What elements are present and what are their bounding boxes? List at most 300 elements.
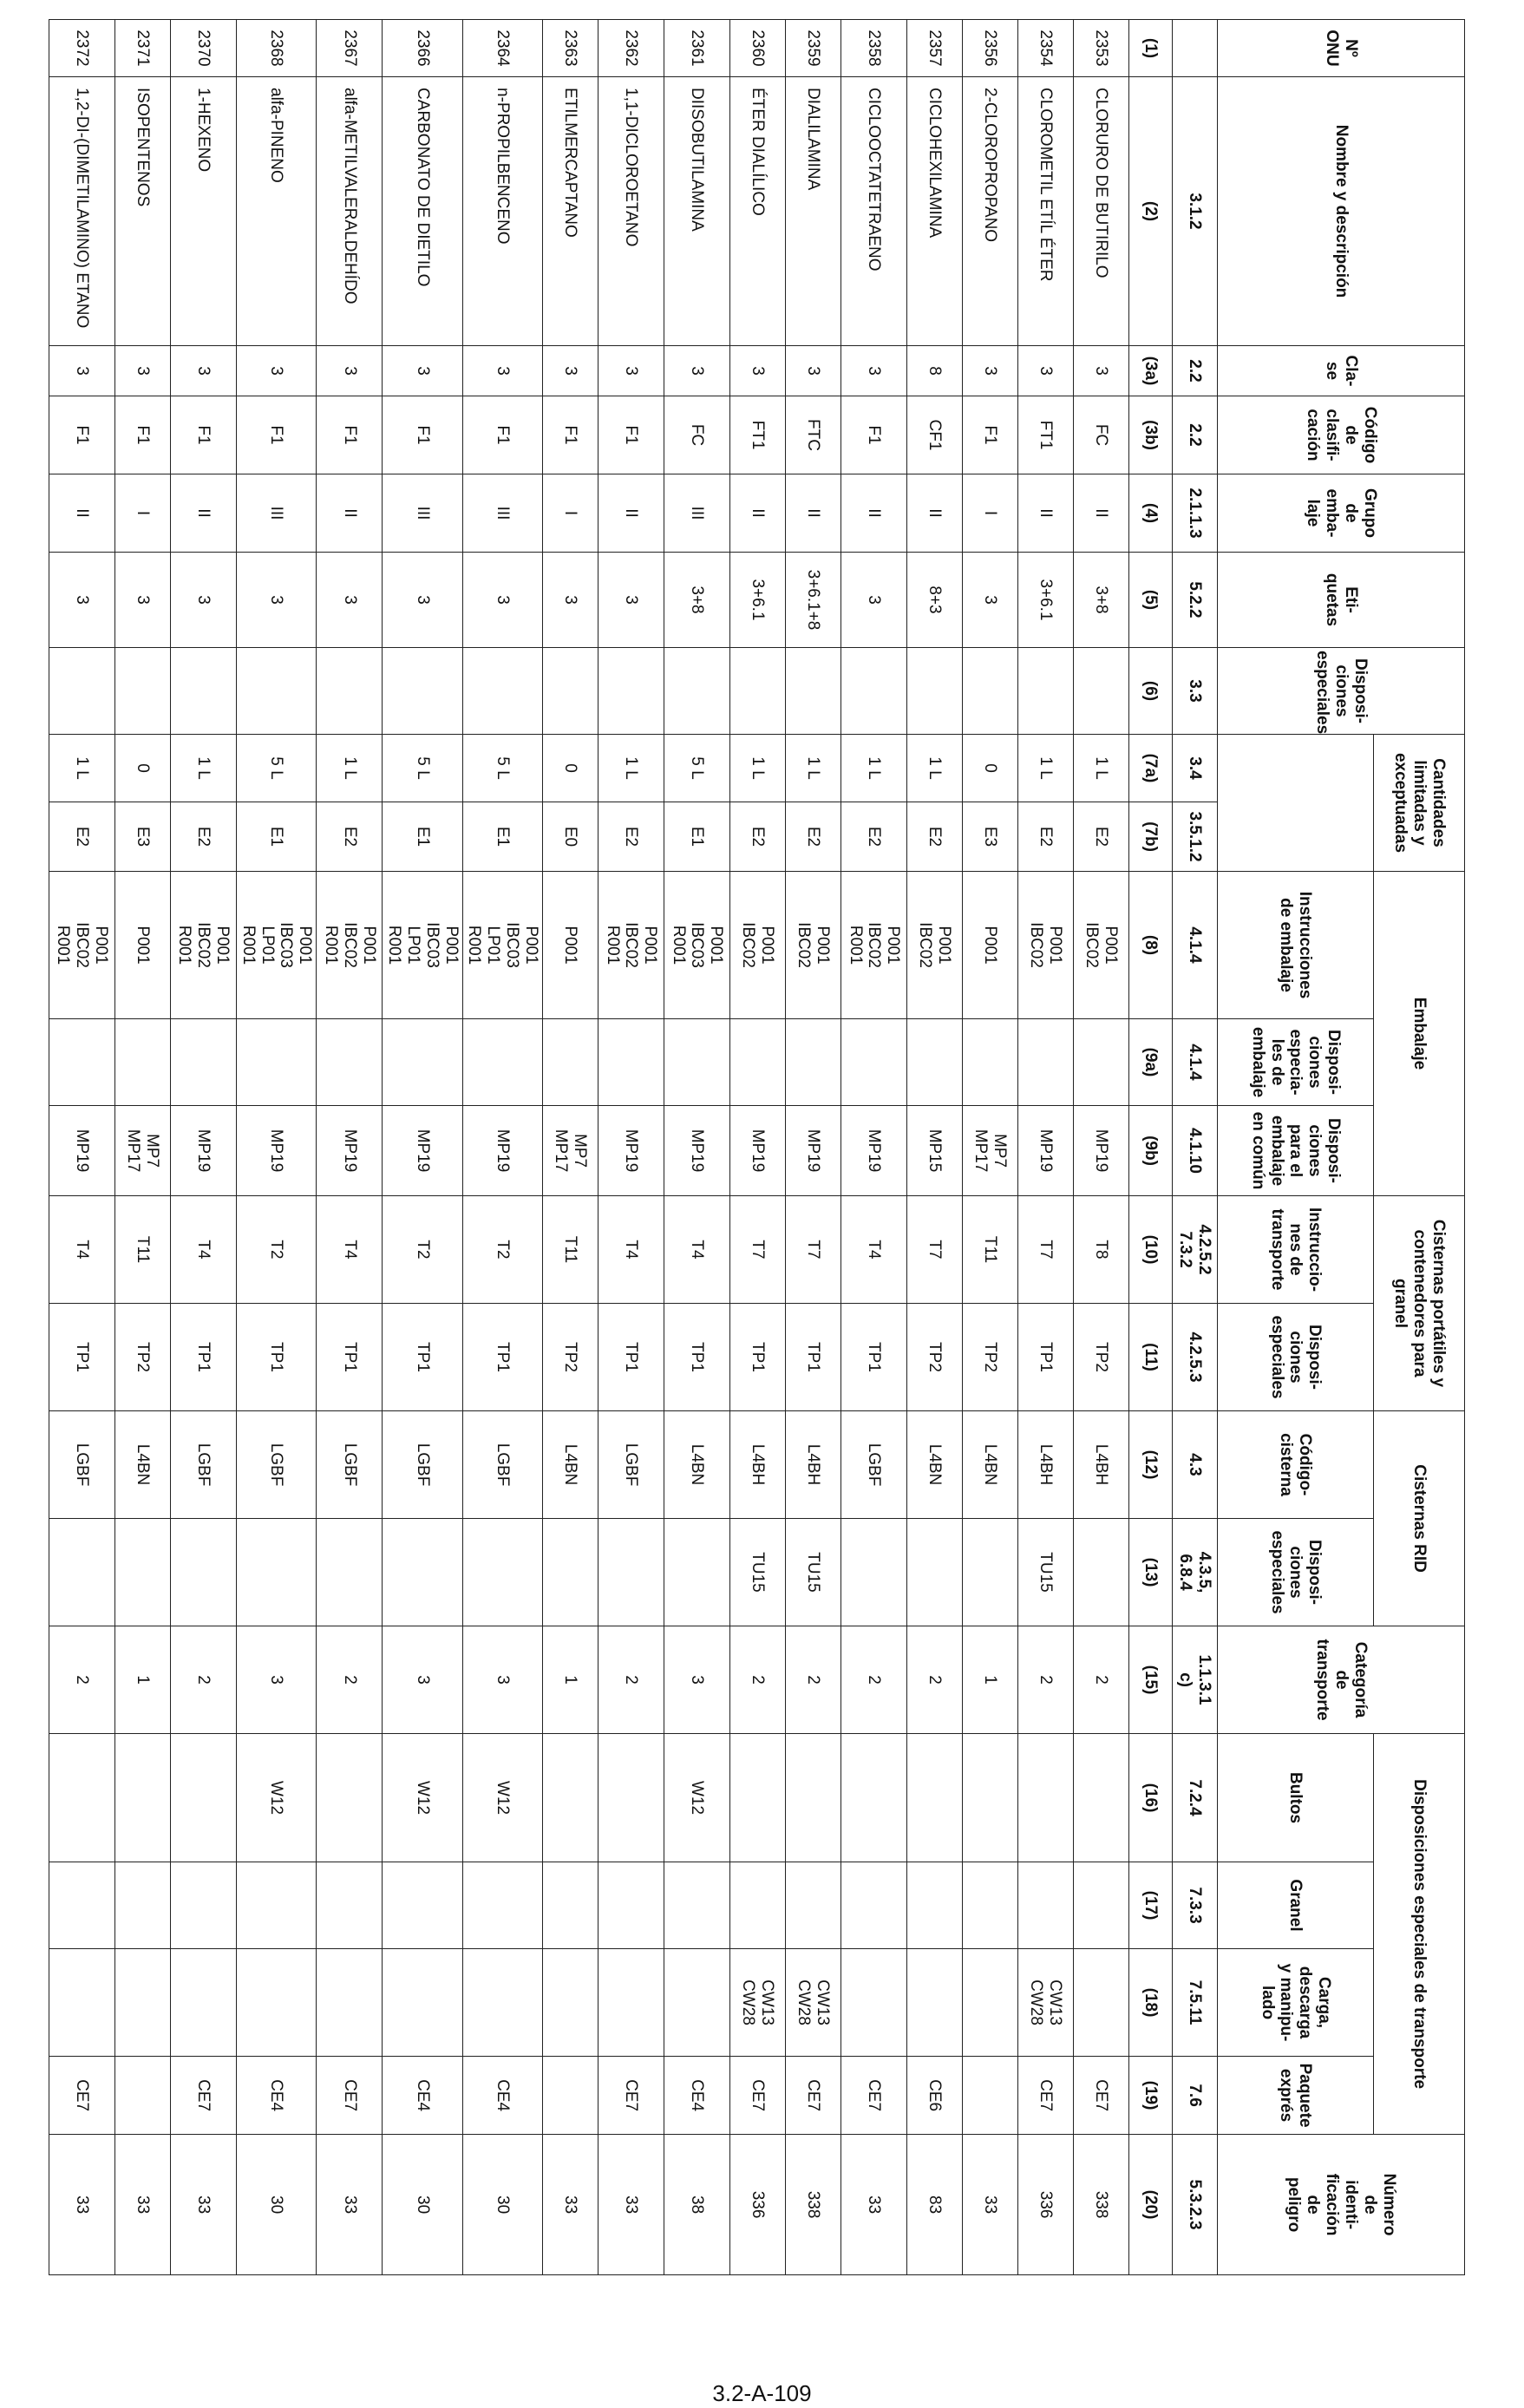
- table-row-cell: TP1: [841, 1304, 907, 1411]
- table-row-cell: P001 IBC03 LP01 R001: [462, 872, 542, 1019]
- table-row: [114, 20, 170, 2275]
- table-row-cell: MP19: [664, 1106, 730, 1196]
- table-row-cell: T11: [543, 1196, 598, 1304]
- table-row-cell: 3: [236, 346, 316, 396]
- table-row-cell: CF1: [907, 396, 963, 474]
- table-row-cell: 3: [598, 553, 664, 648]
- table-row-cell: 1,1-DICLOROETANO: [598, 77, 664, 346]
- reference-row-cell: 4.2.5.2 7.3.2: [1173, 1196, 1218, 1304]
- table-row-cell: 33: [598, 2135, 664, 2275]
- table-row-cell: 1: [543, 1626, 598, 1734]
- table-row-cell: MP19: [317, 1106, 383, 1196]
- table-row-cell: 30: [236, 2135, 316, 2275]
- table-row-cell: 338: [1074, 2135, 1129, 2275]
- table-row-cell: E1: [664, 802, 730, 872]
- table-row-cell: [664, 1519, 730, 1626]
- table-row-cell: CW13 CW28: [1018, 1949, 1074, 2057]
- table-row-cell: [170, 1019, 236, 1106]
- table-row: [598, 20, 664, 2275]
- reference-row-cell: 3.4: [1173, 735, 1218, 802]
- table-row-cell: [462, 1862, 542, 1949]
- table-row-cell: E2: [1018, 802, 1074, 872]
- table-row-cell: [963, 1734, 1018, 1862]
- table-row-cell: TP1: [598, 1304, 664, 1411]
- table-row-cell: T2: [383, 1196, 462, 1304]
- table-row: [383, 20, 462, 2275]
- header-codigo-clasificacion: Código de clasifi- cación: [1218, 396, 1465, 474]
- table-row-cell: 30: [462, 2135, 542, 2275]
- table-row-cell: 3: [963, 553, 1018, 648]
- table-row-cell: LGBF: [598, 1411, 664, 1519]
- table-row-cell: 2367: [317, 20, 383, 77]
- table-row-cell: 3: [49, 346, 114, 396]
- table-row-cell: [598, 1519, 664, 1626]
- table-row-cell: 3+6.1: [730, 553, 786, 648]
- column-number-row-cell: (10): [1129, 1196, 1173, 1304]
- table-row-cell: T4: [170, 1196, 236, 1304]
- rotated-table-sheet: [38, 19, 1465, 2236]
- table-row-cell: T2: [462, 1196, 542, 1304]
- table-row-cell: MP19: [786, 1106, 841, 1196]
- table-row-cell: P001 IBC02: [730, 872, 786, 1019]
- table-row-cell: E1: [236, 802, 316, 872]
- header-disp-especiales-rid: Disposi- ciones especiales: [1218, 1519, 1374, 1626]
- table-row-cell: 1 L: [1018, 735, 1074, 802]
- table-row-cell: 33: [963, 2135, 1018, 2275]
- table-row-cell: 0: [543, 735, 598, 802]
- column-number-row-cell: (6): [1129, 648, 1173, 735]
- dangerous-goods-table: [49, 19, 1465, 2275]
- table-row: [317, 20, 383, 2275]
- table-row-cell: W12: [664, 1734, 730, 1862]
- table-row-cell: [114, 1734, 170, 1862]
- table-row-cell: E2: [49, 802, 114, 872]
- table-row-cell: FT1: [730, 396, 786, 474]
- table-row-cell: MP19: [598, 1106, 664, 1196]
- table-row-cell: 336: [1018, 2135, 1074, 2275]
- table-row-cell: TU15: [786, 1519, 841, 1626]
- table-row-cell: [170, 1734, 236, 1862]
- table-row-cell: LGBF: [170, 1411, 236, 1519]
- table-row-cell: 1 L: [49, 735, 114, 802]
- reference-row-cell: 7.6: [1173, 2057, 1218, 2135]
- table-row-cell: III: [236, 474, 316, 553]
- table-row-cell: 3: [1018, 346, 1074, 396]
- table-row-cell: I: [114, 474, 170, 553]
- reference-row-cell: 4.3: [1173, 1411, 1218, 1519]
- table-row-cell: CE7: [841, 2057, 907, 2135]
- table-row-cell: [963, 1862, 1018, 1949]
- table-row-cell: P001 IBC02: [786, 872, 841, 1019]
- table-row-cell: E2: [786, 802, 841, 872]
- table-row-cell: [462, 1019, 542, 1106]
- reference-row-cell: 7.3.3: [1173, 1862, 1218, 1949]
- header-etiquetas: Eti- quetas: [1218, 553, 1465, 648]
- column-number-row-cell: (3a): [1129, 346, 1173, 396]
- table-row-cell: 3: [317, 553, 383, 648]
- table-row-cell: [49, 648, 114, 735]
- table-row-cell: [114, 1949, 170, 2057]
- table-row-cell: 2372: [49, 20, 114, 77]
- table-row-cell: W12: [462, 1734, 542, 1862]
- table-row-cell: 2358: [841, 20, 907, 77]
- table-row-cell: [383, 1519, 462, 1626]
- table-row-cell: [1074, 1862, 1129, 1949]
- table-row-cell: 2: [730, 1626, 786, 1734]
- table-row-cell: L4BN: [114, 1411, 170, 1519]
- table-row-cell: III: [383, 474, 462, 553]
- reference-row-cell: 4.2.5.3: [1173, 1304, 1218, 1411]
- table-row-cell: 2357: [907, 20, 963, 77]
- table-row-cell: LGBF: [236, 1411, 316, 1519]
- table-row-cell: [1074, 1949, 1129, 2057]
- table-row-cell: [664, 1862, 730, 1949]
- table-row-cell: 1-HEXENO: [170, 77, 236, 346]
- header-paquete-expres: Paquete exprés: [1218, 2057, 1374, 2135]
- table-row-cell: P001 IBC02 R001: [317, 872, 383, 1019]
- table-row-cell: CICLOHEXILAMINA: [907, 77, 963, 346]
- header-cisternas-portatiles: Cisternas portátiles y contenedores para granel: [1374, 1196, 1465, 1411]
- table-row-cell: CE7: [598, 2057, 664, 2135]
- table-row-cell: ETILMERCAPTANO: [543, 77, 598, 346]
- table-row-cell: 1 L: [786, 735, 841, 802]
- header-disposiciones-transporte: Disposiciones especiales de transporte: [1374, 1734, 1465, 2135]
- table-row-cell: [730, 648, 786, 735]
- table-row-cell: TP1: [236, 1304, 316, 1411]
- table-row-cell: 3: [664, 1626, 730, 1734]
- reference-row-cell: 4.1.4: [1173, 872, 1218, 1019]
- table-row-cell: T7: [786, 1196, 841, 1304]
- table-row-cell: E1: [462, 802, 542, 872]
- header-instrucciones-embalaje: Instrucciones de embalaje: [1218, 872, 1374, 1019]
- table-row-cell: II: [841, 474, 907, 553]
- column-number-row-cell: (2): [1129, 77, 1173, 346]
- table-row-cell: 1: [114, 1626, 170, 1734]
- table-row-cell: E2: [841, 802, 907, 872]
- table-row-cell: E3: [114, 802, 170, 872]
- header-codigo-cisterna: Código- cisterna: [1218, 1411, 1374, 1519]
- table-row-cell: alfa-PINENO: [236, 77, 316, 346]
- table-row-cell: [1018, 1734, 1074, 1862]
- table-row-cell: [317, 1519, 383, 1626]
- table-row-cell: 3: [462, 553, 542, 648]
- column-number-row: [1129, 20, 1173, 2275]
- table-row-cell: 336: [730, 2135, 786, 2275]
- table-row-cell: 3: [786, 346, 841, 396]
- table-row-cell: F1: [236, 396, 316, 474]
- table-row-cell: ISOPENTENOS: [114, 77, 170, 346]
- table-row-cell: 30: [383, 2135, 462, 2275]
- table-row-cell: E2: [730, 802, 786, 872]
- table-row-cell: 3: [1074, 346, 1129, 396]
- table-row-cell: T8: [1074, 1196, 1129, 1304]
- table-row-cell: TP1: [664, 1304, 730, 1411]
- header-cisternas-rid: Cisternas RID: [1374, 1411, 1465, 1626]
- table-row-cell: 2: [841, 1626, 907, 1734]
- table-row-cell: P001: [543, 872, 598, 1019]
- table-row-cell: L4BH: [786, 1411, 841, 1519]
- table-row-cell: [598, 1949, 664, 2057]
- column-number-row-cell: (20): [1129, 2135, 1173, 2275]
- table-row: [1018, 20, 1074, 2275]
- reference-row-cell: 3.5.1.2: [1173, 802, 1218, 872]
- table-row-cell: 2371: [114, 20, 170, 77]
- header-instrucciones-transporte: Instruccio- nes de transporte: [1218, 1196, 1374, 1304]
- table-row-cell: L4BN: [543, 1411, 598, 1519]
- column-number-row-cell: (12): [1129, 1411, 1173, 1519]
- table-row-cell: 338: [786, 2135, 841, 2275]
- table-row-cell: MP7 MP17: [963, 1106, 1018, 1196]
- table-row-cell: P001 IBC02: [1018, 872, 1074, 1019]
- table-row-cell: II: [786, 474, 841, 553]
- table-row-cell: L4BH: [730, 1411, 786, 1519]
- table-row-cell: 1 L: [730, 735, 786, 802]
- header-disposiciones-especiales: Disposi- ciones especiales: [1218, 648, 1465, 735]
- column-number-row-cell: (16): [1129, 1734, 1173, 1862]
- table-row-cell: [543, 1019, 598, 1106]
- reference-row-cell: 1.1.3.1 c): [1173, 1626, 1218, 1734]
- table-row-cell: 2: [786, 1626, 841, 1734]
- table-row-cell: I: [543, 474, 598, 553]
- table-row-cell: LGBF: [49, 1411, 114, 1519]
- table-row-cell: TP1: [383, 1304, 462, 1411]
- table-row-cell: 3: [114, 346, 170, 396]
- table-row-cell: [841, 648, 907, 735]
- table-row-cell: [170, 648, 236, 735]
- table-row-cell: E2: [170, 802, 236, 872]
- table-row-cell: 2: [49, 1626, 114, 1734]
- table-row-cell: 3+8: [664, 553, 730, 648]
- table-row-cell: CW13 CW28: [786, 1949, 841, 2057]
- table-row-cell: [1074, 1734, 1129, 1862]
- table-row-cell: 1 L: [907, 735, 963, 802]
- table-row-cell: [841, 1734, 907, 1862]
- table-row-cell: [114, 648, 170, 735]
- table-row-cell: [1074, 1519, 1129, 1626]
- header-carga-descarga: Carga, descarga y manipu- lado: [1218, 1949, 1374, 2057]
- table-row-cell: 8+3: [907, 553, 963, 648]
- table-row-cell: [543, 648, 598, 735]
- table-row-cell: FTC: [786, 396, 841, 474]
- table-row-cell: III: [664, 474, 730, 553]
- table-row-cell: P001 IBC02: [1074, 872, 1129, 1019]
- table-row-cell: CE6: [907, 2057, 963, 2135]
- table-row-cell: LGBF: [317, 1411, 383, 1519]
- column-number-row-cell: (3b): [1129, 396, 1173, 474]
- table-row-cell: [462, 1519, 542, 1626]
- table-row-cell: [317, 1019, 383, 1106]
- table-row-cell: 3: [462, 346, 542, 396]
- table-body: [49, 20, 1217, 2275]
- table-row-cell: 3: [236, 553, 316, 648]
- table-row-cell: CICLOOCTATETRAENO: [841, 77, 907, 346]
- table-row-cell: [170, 1862, 236, 1949]
- header-disp-especiales-cisternas: Disposi- ciones especiales: [1218, 1304, 1374, 1411]
- table-row-cell: F1: [543, 396, 598, 474]
- table-row-cell: [907, 1019, 963, 1106]
- table-row-cell: MP19: [49, 1106, 114, 1196]
- table-row-cell: 1 L: [1074, 735, 1129, 802]
- reference-row-cell: 3.1.2: [1173, 77, 1218, 346]
- table-row-cell: E2: [598, 802, 664, 872]
- table-row-cell: [543, 1734, 598, 1862]
- column-number-row-cell: (11): [1129, 1304, 1173, 1411]
- column-number-row-cell: (7b): [1129, 802, 1173, 872]
- table-row-cell: MP19: [1018, 1106, 1074, 1196]
- column-number-row-cell: (19): [1129, 2057, 1173, 2135]
- table-row-cell: [236, 1949, 316, 2057]
- table-row-cell: CE7: [49, 2057, 114, 2135]
- table-row-cell: [383, 648, 462, 735]
- table-row-cell: TP1: [49, 1304, 114, 1411]
- table-row-cell: CE7: [730, 2057, 786, 2135]
- table-row-cell: [49, 1949, 114, 2057]
- table-row-cell: [543, 1519, 598, 1626]
- reference-row-cell: 4.3.5, 6.8.4: [1173, 1519, 1218, 1626]
- column-number-row-cell: (9a): [1129, 1019, 1173, 1106]
- table-row-cell: 3: [383, 346, 462, 396]
- column-number-row-cell: (1): [1129, 20, 1173, 77]
- table-row-cell: L4BN: [664, 1411, 730, 1519]
- table-row: [841, 20, 907, 2275]
- table-row-cell: E3: [963, 802, 1018, 872]
- table-row-cell: 3: [114, 553, 170, 648]
- table-row-cell: L4BH: [1074, 1411, 1129, 1519]
- table-row-cell: 2: [170, 1626, 236, 1734]
- table-row-cell: [114, 2057, 170, 2135]
- table-row-cell: P001 IBC02 R001: [598, 872, 664, 1019]
- table-row-cell: CE7: [1018, 2057, 1074, 2135]
- table-row-cell: T11: [114, 1196, 170, 1304]
- table-row-cell: [236, 1862, 316, 1949]
- table-row-cell: 5 L: [462, 735, 542, 802]
- table-row-cell: [170, 1519, 236, 1626]
- table-row-cell: TP2: [1074, 1304, 1129, 1411]
- table-row-cell: 2361: [664, 20, 730, 77]
- table-row-cell: 3: [730, 346, 786, 396]
- table-row-cell: 1,2-DI-(DIMETILAMINO) ETANO: [49, 77, 114, 346]
- table-row-cell: 8: [907, 346, 963, 396]
- table-row-cell: P001 IBC02 R001: [841, 872, 907, 1019]
- column-number-row-cell: (4): [1129, 474, 1173, 553]
- table-row-cell: [317, 1734, 383, 1862]
- reference-row-cell: 2.2: [1173, 346, 1218, 396]
- table-row-cell: [1074, 648, 1129, 735]
- table-row: [170, 20, 236, 2275]
- table-row-cell: [317, 1949, 383, 2057]
- table-row-cell: L4BN: [963, 1411, 1018, 1519]
- table-row-cell: [170, 1949, 236, 2057]
- table-row-cell: II: [907, 474, 963, 553]
- reference-row-cell: 5.3.2.3: [1173, 2135, 1218, 2275]
- table-row-cell: [598, 1734, 664, 1862]
- header-bultos: Bultos: [1218, 1734, 1374, 1862]
- table-row-cell: E2: [317, 802, 383, 872]
- table-row-cell: 2362: [598, 20, 664, 77]
- table-row-cell: 3+6.1+8: [786, 553, 841, 648]
- table-row-cell: CLORURO DE BUTIRILO: [1074, 77, 1129, 346]
- header-no-onu: Nº ONU: [1218, 20, 1465, 77]
- table-row-cell: MP19: [1074, 1106, 1129, 1196]
- table-row-cell: T4: [598, 1196, 664, 1304]
- table-row-cell: [236, 1519, 316, 1626]
- table-row-cell: TP2: [963, 1304, 1018, 1411]
- reference-row-cell: 2.1.1.3: [1173, 474, 1218, 553]
- header-disp-especiales-embalaje: Disposi- ciones especia- les de embalaje: [1218, 1019, 1374, 1106]
- table-row-cell: 5 L: [236, 735, 316, 802]
- table-row-cell: T11: [963, 1196, 1018, 1304]
- table-row-cell: 33: [170, 2135, 236, 2275]
- table-row-cell: CARBONATO DE DIETILO: [383, 77, 462, 346]
- table-row-cell: ÉTER DIALÍLICO: [730, 77, 786, 346]
- reference-row-cell: 7.2.4: [1173, 1734, 1218, 1862]
- table-row-cell: [963, 1519, 1018, 1626]
- table-row: [730, 20, 786, 2275]
- column-number-row-cell: (7a): [1129, 735, 1173, 802]
- table-row-cell: 1: [963, 1626, 1018, 1734]
- table-row-cell: [730, 1734, 786, 1862]
- table-row-cell: 2359: [786, 20, 841, 77]
- table-row-cell: 5 L: [664, 735, 730, 802]
- header-grupo-embalaje: Grupo de emba- laje: [1218, 474, 1465, 553]
- table-row-cell: 1 L: [598, 735, 664, 802]
- column-number-row-cell: (13): [1129, 1519, 1173, 1626]
- table-row-cell: MP19: [730, 1106, 786, 1196]
- table-row-cell: TU15: [730, 1519, 786, 1626]
- table-row-cell: 2-CLOROPROPANO: [963, 77, 1018, 346]
- page-number: 3.2-A-109: [712, 2380, 812, 2406]
- table-row-cell: 3: [383, 1626, 462, 1734]
- table-row-cell: 2: [317, 1626, 383, 1734]
- table-row: [664, 20, 730, 2275]
- table-row-cell: II: [49, 474, 114, 553]
- table-row-cell: [114, 1019, 170, 1106]
- table-row-cell: TP2: [543, 1304, 598, 1411]
- table-row-cell: [383, 1862, 462, 1949]
- table-row-cell: CE7: [1074, 2057, 1129, 2135]
- header-categoria-transporte: Categoría de transporte: [1218, 1626, 1465, 1734]
- table-row-cell: [730, 1019, 786, 1106]
- table-row: [462, 20, 542, 2275]
- table-row-cell: [114, 1862, 170, 1949]
- table-row-cell: 83: [907, 2135, 963, 2275]
- table-row-cell: 0: [114, 735, 170, 802]
- header-embalaje: Embalaje: [1374, 872, 1465, 1196]
- table-row-cell: [963, 1949, 1018, 2057]
- table-row-cell: II: [317, 474, 383, 553]
- table-row-cell: [317, 648, 383, 735]
- table-row-cell: CE7: [317, 2057, 383, 2135]
- table-row-cell: MP19: [383, 1106, 462, 1196]
- table-row-cell: 3: [841, 346, 907, 396]
- table-row-cell: P001 IBC03 R001: [664, 872, 730, 1019]
- table-row-cell: 3: [236, 1626, 316, 1734]
- table-row-cell: F1: [841, 396, 907, 474]
- table-row-cell: 3: [49, 553, 114, 648]
- column-number-row-cell: (15): [1129, 1626, 1173, 1734]
- table-row-cell: TP1: [317, 1304, 383, 1411]
- table-row-cell: [543, 2057, 598, 2135]
- table-row-cell: F1: [963, 396, 1018, 474]
- table-row-cell: [598, 1019, 664, 1106]
- table-row-cell: 3: [543, 553, 598, 648]
- table-row-cell: MP19: [170, 1106, 236, 1196]
- table-row-cell: [383, 1019, 462, 1106]
- table-row-cell: 2353: [1074, 20, 1129, 77]
- table-row-cell: W12: [383, 1734, 462, 1862]
- table-row-cell: 3: [462, 1626, 542, 1734]
- table-row-cell: [841, 1862, 907, 1949]
